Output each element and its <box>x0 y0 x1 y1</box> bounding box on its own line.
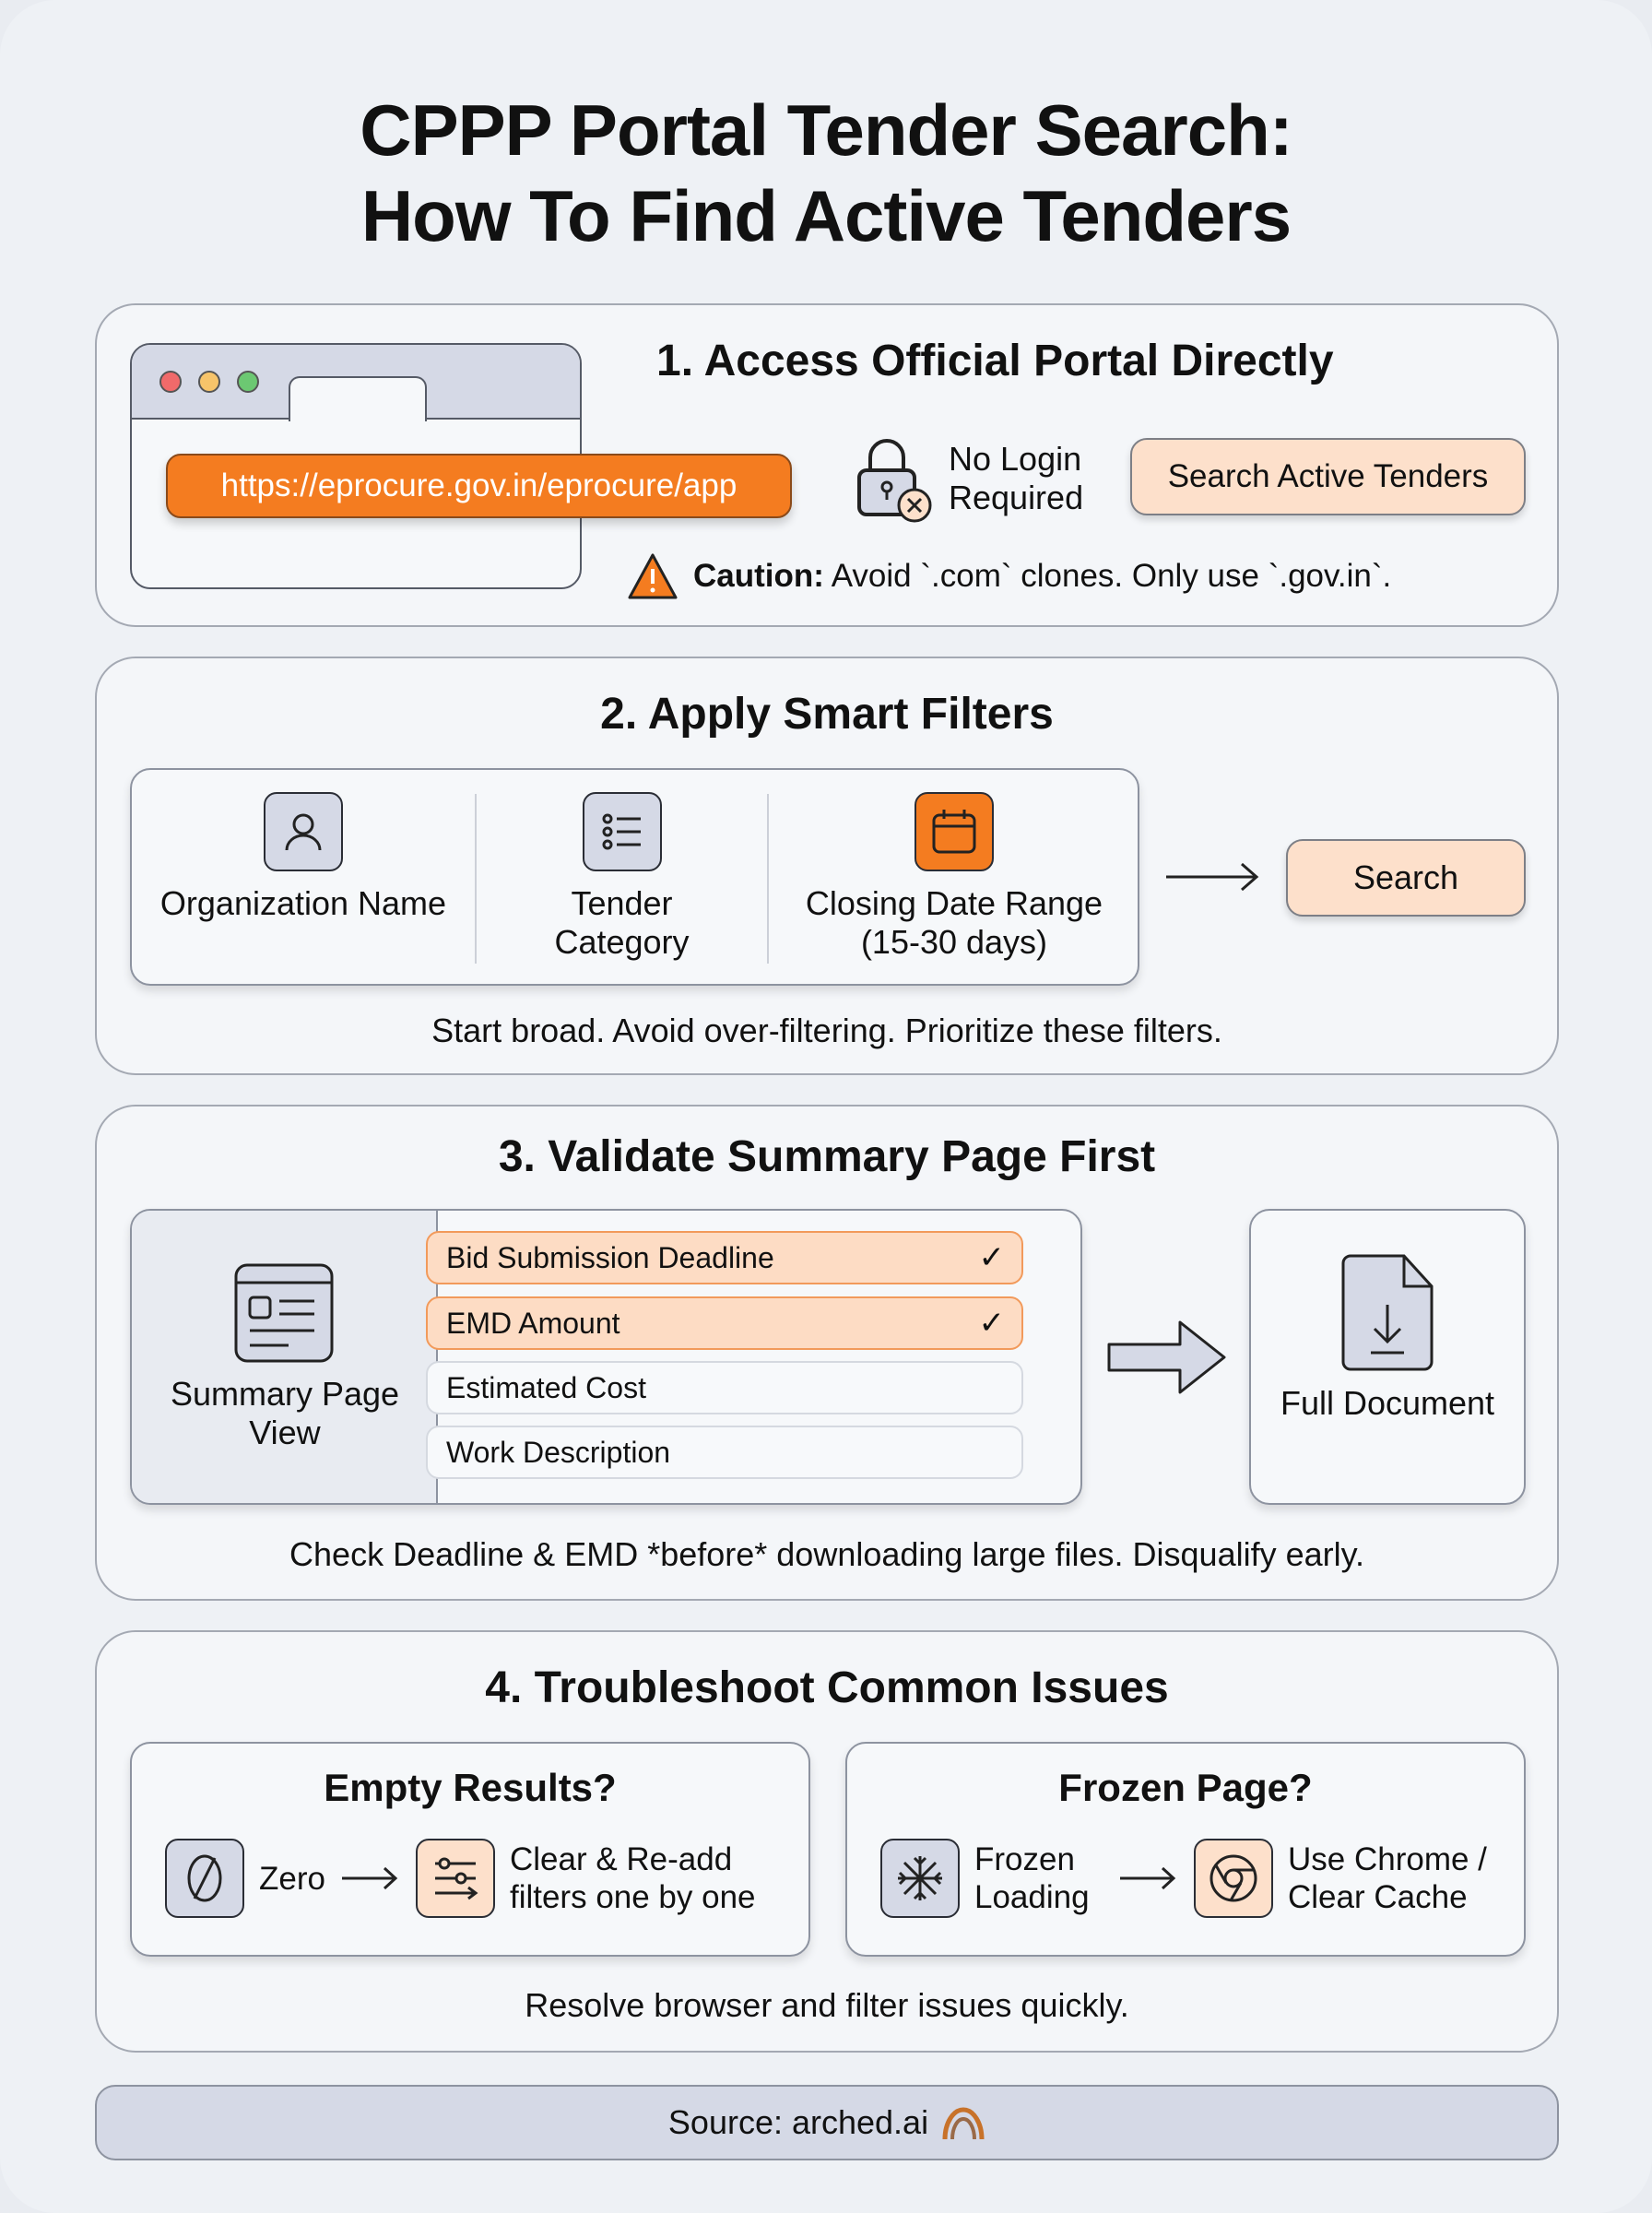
lock-x-icon <box>854 433 937 526</box>
page-title-line2: How To Find Active Tenders <box>360 175 1292 256</box>
step2-caption: Start broad. Avoid over-filtering. Prioritize these filters. <box>431 1012 1222 1049</box>
field-row: Estimated Cost <box>426 1361 1023 1414</box>
field-row: Work Description <box>426 1426 1023 1479</box>
summary-view <box>132 1211 438 1503</box>
search-button[interactable]: Search <box>1286 839 1526 917</box>
step2-card <box>95 657 1559 1075</box>
step4-caption: Resolve browser and filter issues quickly. <box>525 1986 1129 2024</box>
frozen-page-title: Frozen Page? <box>1058 1766 1313 1809</box>
block-arrow-icon <box>1106 1319 1228 1396</box>
calendar-icon <box>914 792 994 871</box>
problem-text: Frozen Loading <box>974 1841 1090 1915</box>
maximize-dot-icon <box>237 371 259 393</box>
filter-label: Closing Date Range (15-30 days) <box>805 884 1103 961</box>
step3-caption: Check Deadline & EMD *before* downloading large files. Disqualify early. <box>289 1535 1364 1573</box>
filter-organization[interactable] <box>132 792 475 923</box>
frozen-page-box <box>845 1742 1526 1957</box>
arrow-right-icon <box>1164 861 1262 893</box>
page-title-line1: CPPP Portal Tender Search: <box>360 89 1292 171</box>
filter-closing-date[interactable] <box>769 792 1139 962</box>
step1-card <box>95 303 1559 627</box>
summary-page-icon <box>233 1262 335 1364</box>
zero-icon <box>165 1839 244 1918</box>
full-document-label: Full Document <box>1280 1384 1495 1422</box>
footer <box>95 2085 1559 2160</box>
sliders-icon <box>416 1839 495 1918</box>
filters-panel <box>130 768 1139 986</box>
check-icon: ✓ <box>978 1306 1005 1341</box>
step2-heading: 2. Apply Smart Filters <box>600 690 1054 739</box>
warning-icon <box>627 552 678 600</box>
portal-url-link[interactable]: https://eprocure.gov.in/eprocure/app <box>166 454 792 518</box>
step3-heading: 3. Validate Summary Page First <box>498 1132 1156 1181</box>
problem-text: Zero <box>259 1860 325 1897</box>
close-dot-icon <box>159 371 182 393</box>
caution-note <box>693 556 1391 597</box>
solution-text: Clear & Re-add filters one by one <box>509 1841 756 1915</box>
search-active-tenders-button[interactable]: Search Active Tenders <box>1130 438 1526 515</box>
step1-heading: 1. Access Official Portal Directly <box>656 337 1334 385</box>
empty-results-title: Empty Results? <box>324 1766 617 1809</box>
arched-logo-icon <box>941 2104 985 2141</box>
solution-text: Use Chrome / Clear Cache <box>1288 1841 1487 1915</box>
summary-label: Summary Page View <box>170 1375 400 1451</box>
no-login-text: No Login Required <box>949 440 1084 516</box>
empty-results-box <box>130 1742 810 1957</box>
snowflake-icon <box>880 1839 960 1918</box>
filter-label: Organization Name <box>159 884 447 922</box>
list-icon <box>583 792 662 871</box>
source-text: Source: arched.ai <box>667 2103 929 2141</box>
step4-heading: 4. Troubleshoot Common Issues <box>485 1663 1169 1712</box>
check-icon: ✓ <box>978 1240 1005 1275</box>
user-icon <box>264 792 343 871</box>
field-row: EMD Amount ✓ <box>426 1296 1023 1350</box>
caution-label: Caution: <box>693 558 824 594</box>
step3-card <box>95 1105 1559 1601</box>
minimize-dot-icon <box>198 371 220 393</box>
filter-category[interactable] <box>477 792 767 962</box>
field-row: Bid Submission Deadline ✓ <box>426 1231 1023 1284</box>
arrow-right-icon <box>340 1864 401 1892</box>
document-download-icon <box>1339 1253 1435 1373</box>
step4-card <box>95 1630 1559 2053</box>
filter-label: Tender Category <box>554 884 690 961</box>
chrome-icon <box>1194 1839 1273 1918</box>
caution-text: Avoid `.com` clones. Only use `.gov.in`. <box>831 558 1392 594</box>
arrow-right-icon <box>1118 1864 1179 1892</box>
browser-tab <box>289 376 427 421</box>
full-document-box[interactable] <box>1249 1209 1526 1505</box>
